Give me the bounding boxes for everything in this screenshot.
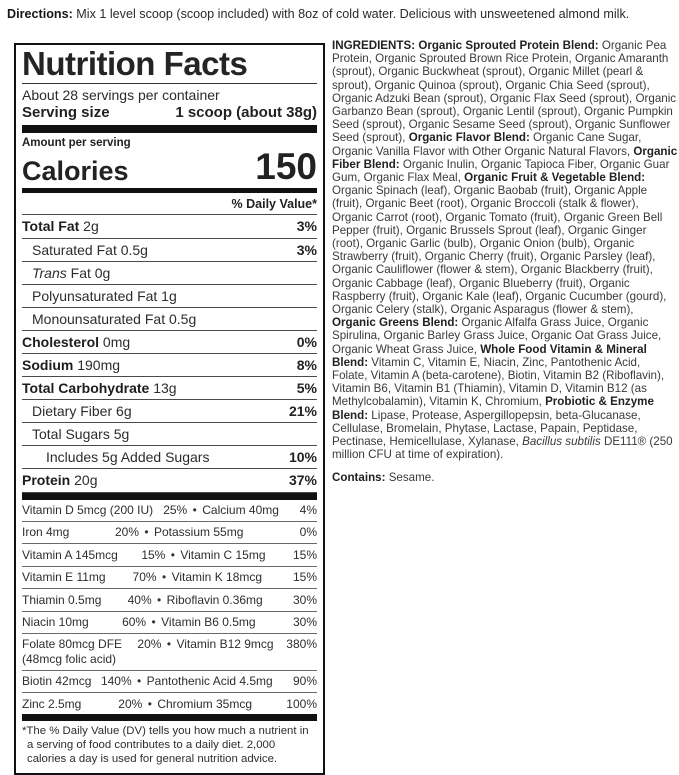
- nutrient-daily-value: 0%: [296, 333, 317, 350]
- nutrient-daily-value: 3%: [296, 241, 317, 258]
- amount-per-serving-label: Amount per serving: [22, 137, 131, 150]
- vitamin-name-right: Vitamin B12 9mcg: [176, 637, 274, 652]
- calories-label: Calories: [22, 155, 129, 186]
- vitamin-row: [22, 671, 317, 693]
- vitamin-row: [22, 544, 317, 566]
- vitamin-dv-right: 380%: [286, 637, 317, 652]
- vitamin-dv-right: 30%: [292, 615, 318, 630]
- nutrient-row: [22, 423, 317, 446]
- bullet-separator: •: [157, 592, 162, 607]
- vitamin-dv-right: 15%: [292, 547, 317, 562]
- vitamin-dv-left: 60%: [122, 615, 147, 630]
- vitamin-row: [22, 522, 317, 544]
- vitamin-dv-left: 25%: [163, 503, 188, 518]
- calories-row: [22, 146, 317, 188]
- vitamin-dv-right: 0%: [299, 525, 318, 540]
- bullet-separator: •: [192, 503, 197, 518]
- vitamin-name-right: Potassium 55mg: [154, 525, 244, 540]
- nutrient-daily-value: 37%: [288, 472, 317, 489]
- nutrient-daily-value: 5%: [296, 380, 317, 397]
- bullet-separator: •: [161, 570, 167, 585]
- nutrient-name: Trans Fat 0g: [32, 264, 111, 281]
- vitamin-name-left: Niacin 10mg: [22, 615, 89, 630]
- nutrient-row: [22, 469, 317, 492]
- nutrient-name: Protein 20g: [22, 472, 98, 489]
- nutrient-row: [22, 331, 317, 354]
- nutrient-daily-value: 8%: [296, 357, 317, 373]
- vitamin-dv-left: 15%: [141, 547, 166, 562]
- vitamin-dv-left: 20%: [114, 525, 139, 540]
- vitamin-row: [22, 693, 317, 714]
- vitamin-dv-left: 20%: [118, 696, 143, 711]
- vitamin-name-right: Chromium 35mcg: [157, 696, 253, 711]
- bullet-separator: •: [137, 674, 142, 689]
- vitamin-row: [22, 500, 317, 522]
- bullet-separator: •: [166, 637, 172, 652]
- vitamin-row: [22, 634, 317, 671]
- vitamin-name-left: Vitamin E 11mg: [22, 570, 106, 585]
- nutrient-name: Monounsaturated Fat 0.5g: [32, 310, 197, 327]
- serving-size-value: 1 scoop (about 38g): [175, 104, 317, 122]
- vitamin-dv-left: 140%: [100, 674, 132, 689]
- vitamin-row: [22, 589, 317, 611]
- nutrient-name: Total Carbohydrate 13g: [22, 380, 177, 397]
- section-bar: [22, 493, 317, 500]
- nutrient-row: [22, 239, 317, 262]
- vitamin-dv-left: 40%: [127, 592, 152, 607]
- vitamin-name-left: Biotin 42mcg: [22, 674, 92, 689]
- bullet-separator: •: [144, 525, 149, 540]
- vitamin-name-right: Riboflavin 0.36mg: [166, 592, 263, 607]
- directions-body: Mix 1 level scoop (scoop included) with 8oz of cold water. Delicious with unsweetened almond milk.: [72, 7, 630, 21]
- vitamin-name-right: Vitamin C 15mg: [180, 547, 266, 562]
- vitamin-dv-right: 15%: [292, 570, 318, 585]
- ingredients-text: INGREDIENTS: Organic Sprouted Protein Blend: Organic Pea Protein, Organic Sprouted Brown Rice Protein, Organic Amaranth (sprout), Organic Buckwheat (sprout), Organic Millet (pearl & sprout), Organic Quinoa (sprout), Organic Chia Seed (sprout), Organic Adzuki Bean (sprout), Organic Flax Seed (sprout), Organic Garbanzo Bean (sprout), Organic Lentil (sprout), Organic Pumpkin Seed (sprout), Organic Sesame Seed (sprout), Organic Sunflower Seed (sprout), Organic Flavor Blend: Organic Cane Sugar, Organic Vanilla Flavor with Other Organic Natural Flavors, Organic Fiber Blend: Organic Inulin, Organic Tapioca Fiber, Organic Guar Gum, Organic Flax Meal, Organic Fruit & Vegetable Blend: Organic Spinach (leaf), Organic Baobab (fruit), Organic Apple (fruit), Organic Beet (root), Organic Broccoli (stalk & flower), Organic Carrot (root), Organic Tomato (fruit), Organic Green Bell Pepper (fruit), Organic Brussels Sprout (leaf), Organic Ginger (root), Organic Garlic (bulb), Organic Onion (bulb), Organic Strawberry (fruit), Organic Cherry (fruit), Organic Parsley (leaf), Organic Cauliflower (flower & stem), Organic Blackberry (fruit), Organic Cabbage (leaf), Organic Blueberry (fruit), Organic Raspberry (fruit), Organic Kale (leaf), Organic Cucumber (gourd), Organic Celery (stalk), Organic Asparagus (flower & stem), Organic Greens Blend: Organic Alfalfa Grass Juice, Organic Spirulina, Organic Barley Grass Juice, Organic Oat Grass Juice, Organic Wheat Grass Juice, Whole Food Vitamin & Mineral Blend: Vitamin C, Vitamin E, Niacin, Zinc, Pantothenic Acid, Folate, Vitamin A (beta-carotene), Biotin, Vitamin B2 (Riboflavin), Vitamin B6, Vitamin B1 (Thiamin), Vitamin D, Vitamin B12 (as Methylcobalamin), Vitamin K, Chromium, Probiotic & Enzyme Blend: Lipase, Protease, Aspergillopepsin, beta-Glucanase, Cellulase, Bromelain, Phytase, Lactase, Papain, Peptidase, Pectinase, Hemicellulase, Xylanase, Bacillus subtilis DE111® (250 million CFU at time of expiration).: [332, 39, 678, 462]
- nutrient-row: [22, 446, 317, 469]
- vitamin-row: [22, 612, 317, 634]
- servings-per-container: About 28 servings per container: [22, 87, 220, 104]
- vitamin-name-left: Thiamin 0.5mg: [22, 592, 102, 607]
- serving-size-row: [22, 103, 317, 125]
- bullet-separator: •: [147, 696, 152, 711]
- bullet-separator: •: [151, 615, 156, 630]
- nutrient-name: Cholesterol 0mg: [22, 333, 131, 350]
- vitamin-name-left: Iron 4mg: [22, 525, 70, 540]
- contains-statement: Contains: Sesame.: [332, 470, 435, 484]
- vitamin-name-left: Vitamin A 145mcg: [22, 547, 118, 562]
- nutrient-daily-value: 10%: [288, 449, 317, 466]
- nutrient-daily-value: 21%: [288, 403, 317, 420]
- directions-label: Directions:: [7, 7, 73, 21]
- nutrient-name: Polyunsaturated Fat 1g: [32, 287, 177, 304]
- nutrient-name: Saturated Fat 0.5g: [32, 241, 148, 258]
- nutrient-row: [22, 215, 317, 238]
- vitamin-dv-left: 70%: [132, 570, 157, 585]
- nutrient-name: Sodium 190mg: [22, 357, 121, 373]
- nutrition-facts-title: Nutrition Facts: [22, 45, 248, 82]
- vitamin-name-left: Vitamin D 5mcg (200 IU): [22, 503, 154, 518]
- vitamin-mineral-table: [22, 500, 317, 715]
- section-bar: [22, 125, 317, 133]
- vitamin-name-right: Calcium 40mg: [202, 503, 279, 518]
- daily-value-header: % Daily Value*: [22, 193, 317, 215]
- nutrient-row: [22, 262, 317, 285]
- nutrient-row: [22, 400, 317, 423]
- ingredients-section: [332, 39, 678, 484]
- nutrition-facts-panel: [14, 43, 325, 775]
- vitamin-dv-left: 20%: [137, 637, 162, 652]
- nutrient-row: [22, 285, 317, 308]
- vitamin-name-left: Zinc 2.5mg: [22, 696, 82, 711]
- nutrient-name: Total Fat 2g: [22, 218, 99, 235]
- vitamin-name-left: Folate 80mcg DFE (48mcg folic acid): [22, 637, 123, 666]
- directions-text: [7, 7, 675, 21]
- calories-value: 150: [255, 146, 317, 188]
- nutrient-name: Dietary Fiber 6g: [32, 403, 132, 420]
- nutrient-name: Includes 5g Added Sugars: [46, 449, 210, 466]
- vitamin-dv-right: 100%: [286, 696, 317, 711]
- nutrient-name: Total Sugars 5g: [32, 426, 130, 443]
- bullet-separator: •: [170, 547, 175, 562]
- vitamin-name-right: Vitamin B6 0.5mg: [161, 615, 256, 630]
- serving-size-label: Serving size: [22, 104, 110, 122]
- nutrient-row: [22, 354, 317, 377]
- nutrient-daily-value: 3%: [296, 218, 317, 235]
- vitamin-row: [22, 567, 317, 589]
- vitamin-name-right: Vitamin K 18mcg: [171, 570, 263, 585]
- daily-value-footnote: *The % Daily Value (DV) tells you how much a nutrient in a serving of food contributes to a daily diet. 2,000 calories a day is used for general nutrition advice.: [22, 725, 309, 765]
- vitamin-dv-right: 30%: [292, 592, 317, 607]
- nutrient-rows: [22, 215, 317, 492]
- nutrient-row: [22, 308, 317, 331]
- vitamin-name-right: Pantothenic Acid 4.5mg: [146, 674, 273, 689]
- vitamin-dv-right: 4%: [299, 503, 318, 518]
- vitamin-dv-right: 90%: [292, 674, 317, 689]
- nutrient-row: [22, 377, 317, 400]
- section-bar: [22, 714, 317, 721]
